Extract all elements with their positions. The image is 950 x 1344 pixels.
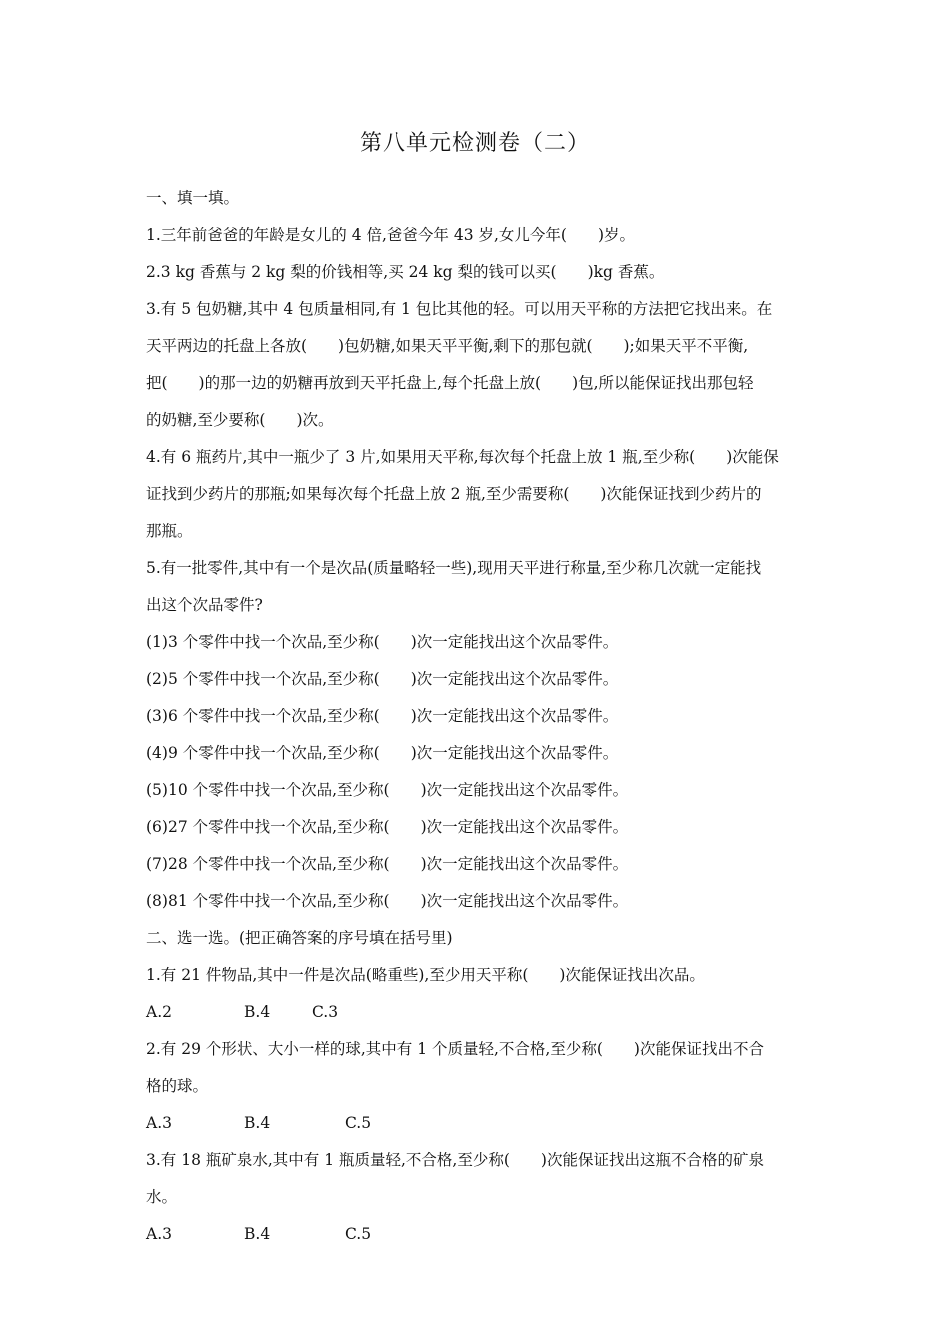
choice-question-line: 水。: [146, 1188, 178, 1206]
question-line: 4.有 6 瓶药片,其中一瓶少了 3 片,如果用天平称,每次每个托盘上放 1 瓶,至少称( )次能保: [146, 448, 779, 466]
option-a: A.2: [146, 1003, 172, 1021]
option-a: A.3: [146, 1225, 172, 1243]
sub-question-line: (8)81 个零件中找一个次品,至少称( )次一定能找出这个次品零件。: [146, 892, 629, 910]
sub-question-line: (1)3 个零件中找一个次品,至少称( )次一定能找出这个次品零件。: [146, 633, 619, 651]
section-heading-fill: 一、填一填。: [146, 189, 240, 207]
sub-question-line: (6)27 个零件中找一个次品,至少称( )次一定能找出这个次品零件。: [146, 818, 629, 836]
option-c: C.5: [345, 1114, 372, 1132]
sub-question-line: (7)28 个零件中找一个次品,至少称( )次一定能找出这个次品零件。: [146, 855, 629, 873]
sub-question-line: (2)5 个零件中找一个次品,至少称( )次一定能找出这个次品零件。: [146, 670, 619, 688]
question-line: 5.有一批零件,其中有一个是次品(质量略轻一些),现用天平进行称量,至少称几次就一定能找: [146, 559, 762, 577]
question-line: 把( )的那一边的奶糖再放到天平托盘上,每个托盘上放( )包,所以能保证找出那包轻: [146, 374, 754, 392]
choice-question-line: 2.有 29 个形状、大小一样的球,其中有 1 个质量轻,不合格,至少称( )次能保证找出不合: [146, 1040, 764, 1058]
choice-question-line: 3.有 18 瓶矿泉水,其中有 1 瓶质量轻,不合格,至少称( )次能保证找出这瓶不合格的矿泉: [146, 1151, 764, 1169]
choice-options: [146, 994, 810, 1031]
question-line: 3.有 5 包奶糖,其中 4 包质量相同,有 1 包比其他的轻。可以用天平称的方法把它找出来。在: [146, 300, 773, 318]
worksheet-content: [146, 180, 810, 1253]
sub-question-line: (5)10 个零件中找一个次品,至少称( )次一定能找出这个次品零件。: [146, 781, 629, 799]
sub-question-line: (4)9 个零件中找一个次品,至少称( )次一定能找出这个次品零件。: [146, 744, 619, 762]
choice-options: [146, 1216, 810, 1253]
option-b: B.4: [244, 1225, 271, 1243]
option-c: C.3: [312, 1003, 339, 1021]
choice-question-line: 格的球。: [146, 1077, 209, 1095]
question-line: 证找到少药片的那瓶;如果每次每个托盘上放 2 瓶,至少需要称( )次能保证找到少药片的: [146, 485, 762, 503]
sub-question-line: (3)6 个零件中找一个次品,至少称( )次一定能找出这个次品零件。: [146, 707, 619, 725]
question-line: 出这个次品零件?: [146, 596, 263, 614]
question-line: 2.3 kg 香蕉与 2 kg 梨的价钱相等,买 24 kg 梨的钱可以买( )kg 香蕉。: [146, 263, 665, 281]
option-b: B.4: [244, 1114, 271, 1132]
option-c: C.5: [345, 1225, 372, 1243]
option-b: B.4: [244, 1003, 271, 1021]
choice-options: [146, 1105, 810, 1142]
question-line: 那瓶。: [146, 522, 193, 540]
option-a: A.3: [146, 1114, 172, 1132]
question-line: 1.三年前爸爸的年龄是女儿的 4 倍,爸爸今年 43 岁,女儿今年( )岁。: [146, 226, 636, 244]
page-title: 第八单元检测卷（二）: [359, 131, 590, 156]
question-line: 的奶糖,至少要称( )次。: [146, 411, 334, 429]
question-line: 天平两边的托盘上各放( )包奶糖,如果天平平衡,剩下的那包就( );如果天平不平衡,: [146, 337, 749, 355]
choice-question-line: 1.有 21 件物品,其中一件是次品(略重些),至少用天平称( )次能保证找出次品。: [146, 966, 705, 984]
section-heading-choice: 二、选一选。(把正确答案的序号填在括号里): [146, 929, 453, 947]
